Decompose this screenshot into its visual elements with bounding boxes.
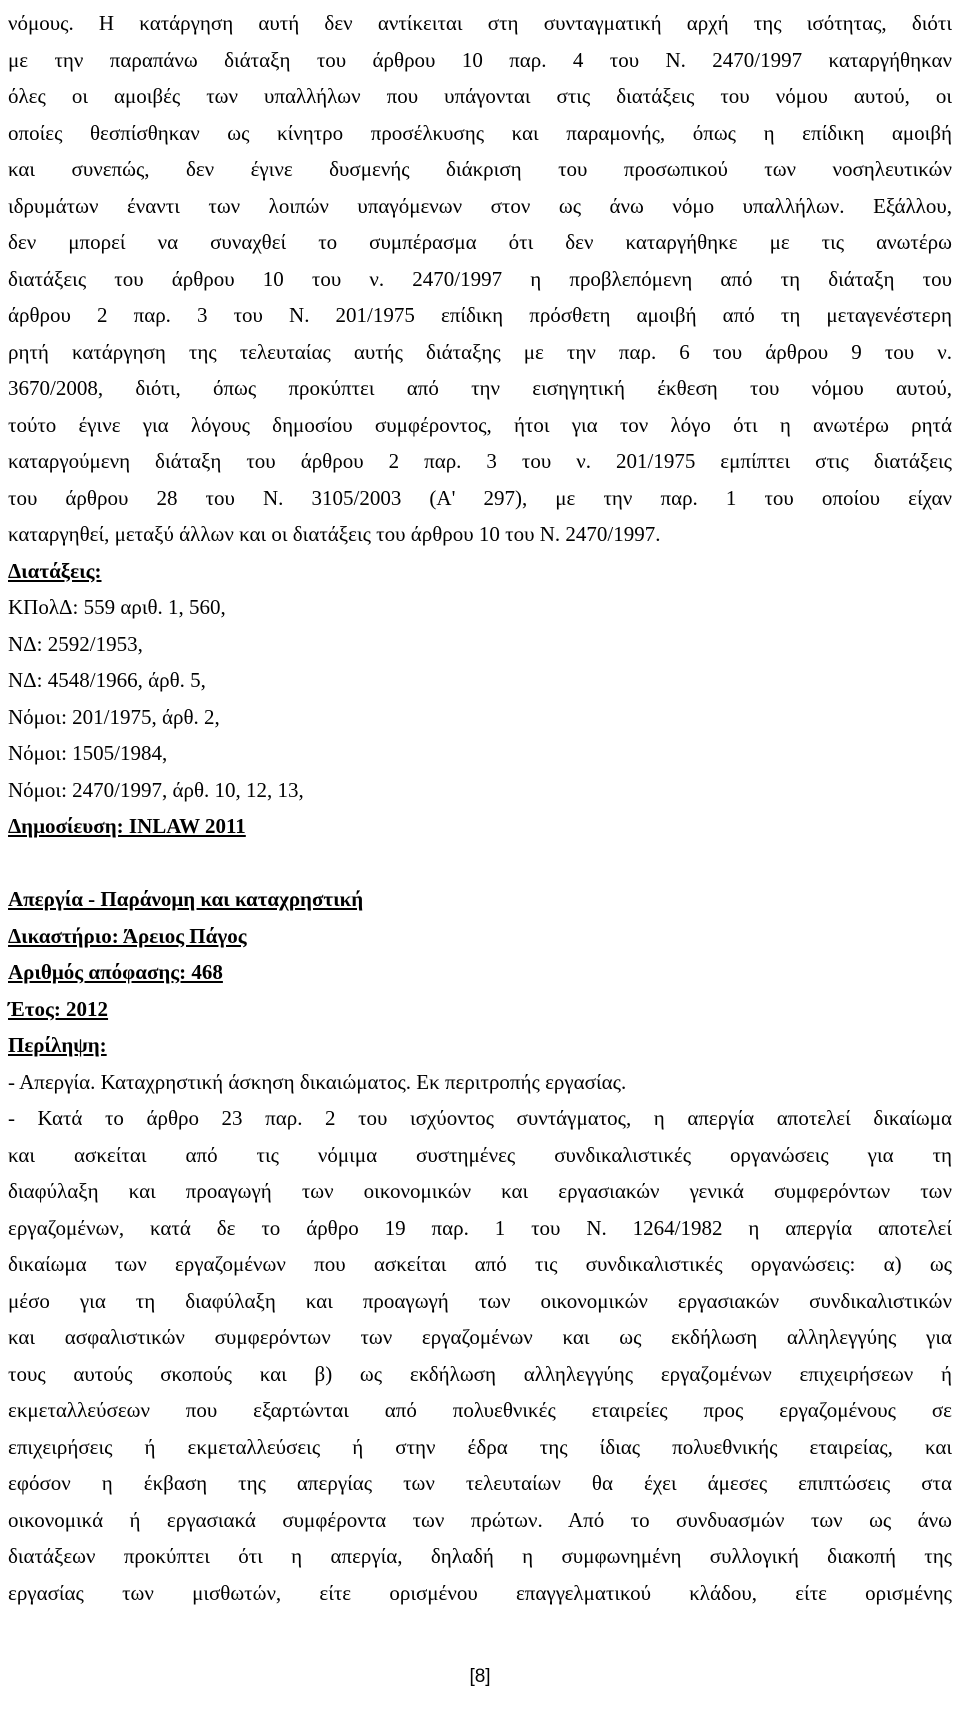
text-line: - Κατά το άρθρο 23 παρ. 2 του ισχύοντος συντάγματος, η απεργία αποτελεί δικαίωμα [8, 1106, 952, 1130]
document-page [8, 0, 952, 1611]
text-line: και συνεπώς, δεν έγινε δυσμενής διάκριση του προσωπικού των νοσηλευτικών [8, 157, 952, 181]
text-line: άρθρου 2 παρ. 3 του Ν. 201/1975 επίδικη πρόσθετη αμοιβή από τη μεταγενέστερη [8, 303, 952, 327]
year-line: Έτος: 2012 [8, 996, 109, 1021]
summary-keywords: - Απεργία. Καταχρηστική άσκηση δικαιώματος. Εκ περιτροπής εργασίας. [8, 1069, 627, 1094]
text-line: 3670/2008, διότι, όπως προκύπτει από την εισηγητική έκθεση του νόμου αυτού, [8, 376, 952, 400]
text-line: διατάξεις του άρθρου 10 του ν. 2470/1997 η προβλεπόμενη από τη διάταξη του [8, 266, 952, 291]
text-line: οικονομικά ή εργασιακά συμφέροντα των πρώτων. Από το συνδυασμών των ως άνω [8, 1507, 952, 1532]
text-line: οποίες θεσπίσθηκαν ως κίνητρο προσέλκυσης και παραμονής, όπως η επίδικη αμοιβή [8, 120, 952, 145]
text-line: τούτο έγινε για λόγους δημοσίου συμφέροντος, ήτοι για τον λόγο ότι η ανωτέρω ρητά [8, 412, 952, 437]
text-line: εργαζομένων, κατά δε το άρθρο 19 παρ. 1 του Ν. 1264/1982 η απεργία αποτελεί [8, 1215, 952, 1240]
decision-number-line: Αριθμός απόφασης: 468 [8, 960, 223, 984]
text-line: καταργηθεί, μεταξύ άλλων και οι διατάξεις του άρθρου 10 του Ν. 2470/1997. [8, 522, 661, 546]
text-line: νόμους. Η κατάργηση αυτή δεν αντίκειται στη συνταγματική αρχή της ισότητας, διότι [8, 11, 952, 35]
text-line: ιδρυμάτων έναντι των λοιπών υπαγόμενων στον ως άνω νόμο υπαλλήλων. Εξάλλου, [8, 193, 952, 218]
provisions-section [8, 553, 952, 845]
text-line: δεν μπορεί να συναχθεί το συμπέρασμα ότι δεν καταργήθηκε με τις ανωτέρω [8, 230, 952, 254]
summary-section [8, 1064, 952, 1612]
text-line: δικαίωμα των εργαζομένων που ασκείται από τις συνδικαλιστικές οργανώσεις: α) ως [8, 1252, 952, 1276]
provisions-heading: Διατάξεις: [8, 558, 102, 583]
provision-item: ΝΔ: 2592/1953, [8, 631, 143, 656]
provision-item: Νόμοι: 201/1975, άρθ. 2, [8, 704, 220, 729]
text-line: τους αυτούς σκοπούς και β) ως εκδήλωση αλληλεγγύης εργαζομένων επιχειρήσεων ή [8, 1361, 952, 1386]
publication-line: Δημοσίευση: INLAW 2011 [8, 814, 246, 838]
court-line: Δικαστήριο: Άρειος Πάγος [8, 923, 247, 948]
text-line: καταργούμενη διάταξη του άρθρου 2 παρ. 3 του ν. 201/1975 εμπίπτει στις διατάξεις [8, 449, 952, 473]
text-line: επιχειρήσεις ή εκμεταλλεύσεις ή στην έδρα της ίδιας πολυεθνικής εταιρείας, και [8, 1434, 952, 1459]
case-header [8, 881, 952, 1064]
text-line: όλες οι αμοιβές των υπαλλήλων που υπάγονται στις διατάξεις του νόμου αυτού, οι [8, 84, 952, 108]
text-line: εκμεταλλεύσεων που εξαρτώνται από πολυεθνικές εταιρείες προς εργαζομένους σε [8, 1398, 952, 1422]
provision-item: ΚΠολΔ: 559 αριθ. 1, 560, [8, 595, 226, 619]
text-line: του άρθρου 28 του Ν. 3105/2003 (Α' 297), με την παρ. 1 του οποίου είχαν [8, 485, 952, 510]
text-line: διαφύλαξη και προαγωγή των οικονομικών και εργασιακών γενικά συμφερόντων των [8, 1179, 952, 1203]
text-line: εργασίας των μισθωτών, είτε ορισμένου επαγγελματικού κλάδου, είτε ορισμένης [8, 1580, 952, 1605]
text-line: εφόσον η έκβαση της απεργίας των τελευταίων θα έχει άμεσες επιπτώσεις στα [8, 1471, 952, 1495]
provision-item: Νόμοι: 2470/1997, άρθ. 10, 12, 13, [8, 777, 304, 802]
text-line: και ασφαλιστικών συμφερόντων των εργαζομένων και ως εκδήλωση αλληλεγγύης για [8, 1325, 952, 1349]
page-number: [8] [469, 1666, 491, 1687]
blank-line [8, 845, 952, 882]
text-line: μέσο για τη διαφύλαξη και προαγωγή των οικονομικών εργασιακών συνδικαλιστικών [8, 1288, 952, 1313]
provision-item: Νόμοι: 1505/1984, [8, 741, 168, 765]
text-line: και ασκείται από τις νόμιμα συστημένες συνδικαλιστικές οργανώσεις για τη [8, 1142, 952, 1167]
text-line: με την παραπάνω διάταξη του άρθρου 10 παρ. 4 του Ν. 2470/1997 καταργήθηκαν [8, 47, 952, 72]
paragraph-abolition-reasoning [8, 5, 952, 553]
case-title: Απεργία - Παράνομη και καταχρηστική [8, 887, 364, 911]
provision-item: ΝΔ: 4548/1966, άρθ. 5, [8, 668, 206, 692]
summary-heading: Περίληψη: [8, 1033, 107, 1057]
text-line: ρητή κατάργηση της τελευταίας αυτής διάταξης με την παρ. 6 του άρθρου 9 του ν. [8, 339, 952, 364]
text-line: διατάξεων προκύπτει ότι η απεργία, δηλαδή η συμφωνημένη συλλογική διακοπή της [8, 1544, 952, 1568]
